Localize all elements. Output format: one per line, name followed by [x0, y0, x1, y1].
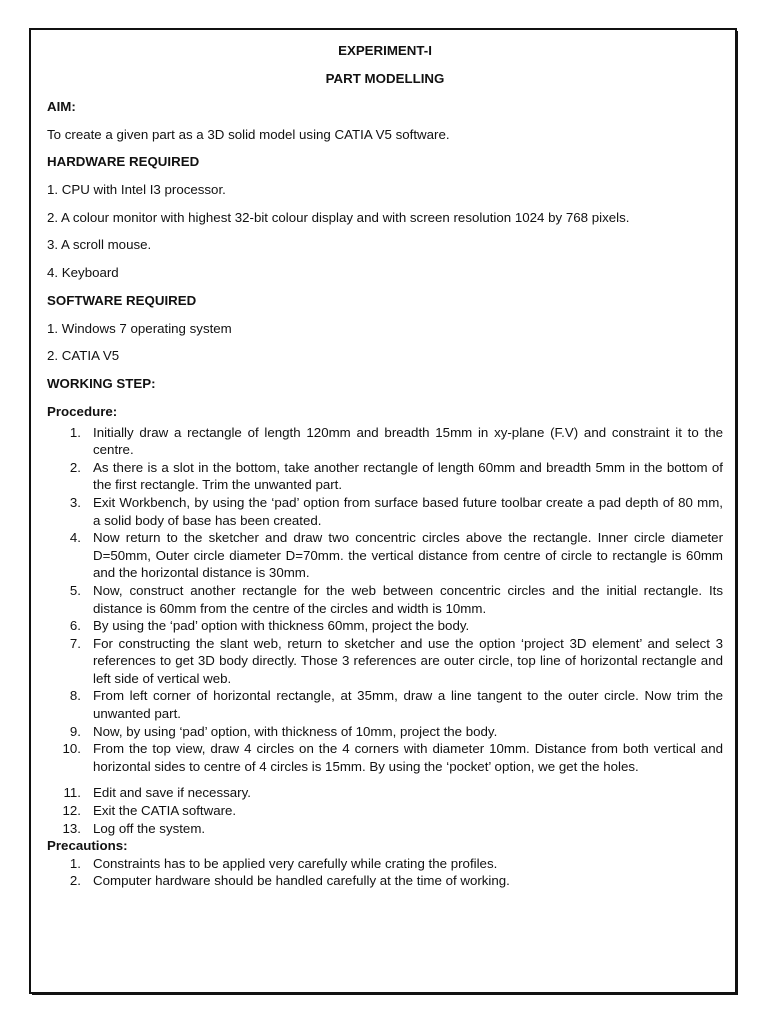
aim-text: To create a given part as a 3D solid model using CATIA V5 software. — [47, 126, 450, 142]
step-number: 6. — [69, 618, 81, 634]
list-item — [47, 802, 723, 820]
step-number: 5. — [69, 582, 81, 598]
list-item — [47, 740, 723, 775]
step-number: 8. — [69, 688, 81, 704]
list-item — [47, 855, 723, 873]
hardware-item: 3. A scroll mouse. — [47, 237, 152, 253]
procedure-steps — [47, 424, 723, 776]
list-item — [47, 872, 723, 890]
list-item — [47, 820, 723, 838]
list-item — [47, 687, 723, 722]
list-item — [47, 494, 723, 529]
hardware-item: 1. CPU with Intel I3 processor. — [47, 182, 226, 198]
step-number: 10. — [62, 741, 81, 757]
list-item — [47, 459, 723, 494]
page-border-shadow-bottom — [32, 993, 738, 995]
step-text: Exit the CATIA software. — [93, 803, 237, 819]
precautions-heading: Precautions: — [47, 838, 128, 854]
step-text: From the top view, draw 4 circles on the 4 corners with diameter 10mm. Distance from both vertical and horizontal sides to centre of 4 circles is 15mm. By using the ‘pocket’ option, we get the holes. — [93, 741, 723, 774]
step-number: 2. — [69, 459, 81, 475]
page-border-shadow-right — [736, 31, 738, 994]
step-text: From left corner of horizontal rectangle, at 35mm, draw a line tangent to the outer circle. Now trim the unwanted part. — [93, 688, 723, 722]
precaution-number: 1. — [69, 855, 81, 871]
list-item — [47, 424, 723, 459]
step-text: As there is a slot in the bottom, take another rectangle of length 60mm and breadth 5mm in the bottom of the first rectangle. Trim the unwanted part. — [93, 459, 723, 493]
list-item — [47, 617, 723, 635]
step-text: Now return to the sketcher and draw two concentric circles above the rectangle. Inner circle diameter D=50mm, Outer circle diameter D=70mm. the vertical distance from centre of circle to rectangle is 60mm and the horizontal distance is 30mm. — [93, 530, 723, 581]
precaution-text: Computer hardware should be handled carefully at the time of working. — [93, 873, 510, 889]
list-item — [47, 723, 723, 741]
hardware-item: 4. Keyboard — [47, 265, 119, 281]
working-step-heading: WORKING STEP: — [47, 375, 156, 391]
list-item — [47, 635, 723, 688]
step-number: 1. — [69, 424, 81, 440]
step-number: 4. — [69, 530, 81, 546]
step-number: 3. — [69, 494, 81, 510]
hardware-heading: HARDWARE REQUIRED — [47, 154, 200, 170]
step-text: Edit and save if necessary. — [93, 785, 251, 801]
precautions-list — [47, 855, 723, 890]
step-number: 12. — [62, 803, 81, 819]
software-item: 1. Windows 7 operating system — [47, 320, 232, 336]
step-number: 11. — [63, 785, 81, 801]
document-body — [47, 40, 723, 890]
step-text: By using the ‘pad’ option with thickness 60mm, project the body. — [93, 618, 470, 634]
list-item — [47, 529, 723, 582]
step-text: Initially draw a rectangle of length 120mm and breadth 15mm in xy-plane (F.V) and constraint it to the centre. — [93, 424, 723, 458]
precaution-text: Constraints has to be applied very carefully while crating the profiles. — [93, 855, 498, 871]
step-text: Now, by using ‘pad’ option, with thickness of 10mm, project the body. — [93, 723, 498, 739]
aim-heading: AIM: — [47, 99, 76, 114]
software-heading: SOFTWARE REQUIRED — [47, 292, 197, 308]
hardware-item: 2. A colour monitor with highest 32-bit colour display and with screen resolution 1024 by 768 pixels. — [47, 209, 630, 225]
document-title: EXPERIMENT-I — [338, 43, 432, 58]
step-text: For constructing the slant web, return to sketcher and use the option ‘project 3D element’ and select 3 references to get 3D body directly. Those 3 references are outer circle, top line of horizontal rectangle and left side of vertical web. — [93, 635, 723, 686]
final-steps — [47, 784, 723, 837]
step-text: Exit Workbench, by using the ‘pad’ option from surface based future toolbar create a pad depth of 80 mm, a solid body of base has been created. — [93, 494, 723, 528]
step-number: 7. — [69, 635, 81, 651]
spacer — [47, 775, 723, 784]
step-text: Log off the system. — [93, 820, 206, 836]
precaution-number: 2. — [69, 873, 81, 889]
step-text: Now, construct another rectangle for the web between concentric circles and the initial rectangle. Its distance is 60mm from the centre of the circles and width is 10mm. — [93, 582, 723, 616]
step-number: 13. — [62, 820, 81, 836]
step-number: 9. — [69, 723, 81, 739]
document-subtitle: PART MODELLING — [325, 71, 445, 86]
list-item — [47, 582, 723, 617]
procedure-heading: Procedure: — [47, 403, 118, 419]
list-item — [47, 784, 723, 802]
software-item: 2. CATIA V5 — [47, 348, 120, 364]
